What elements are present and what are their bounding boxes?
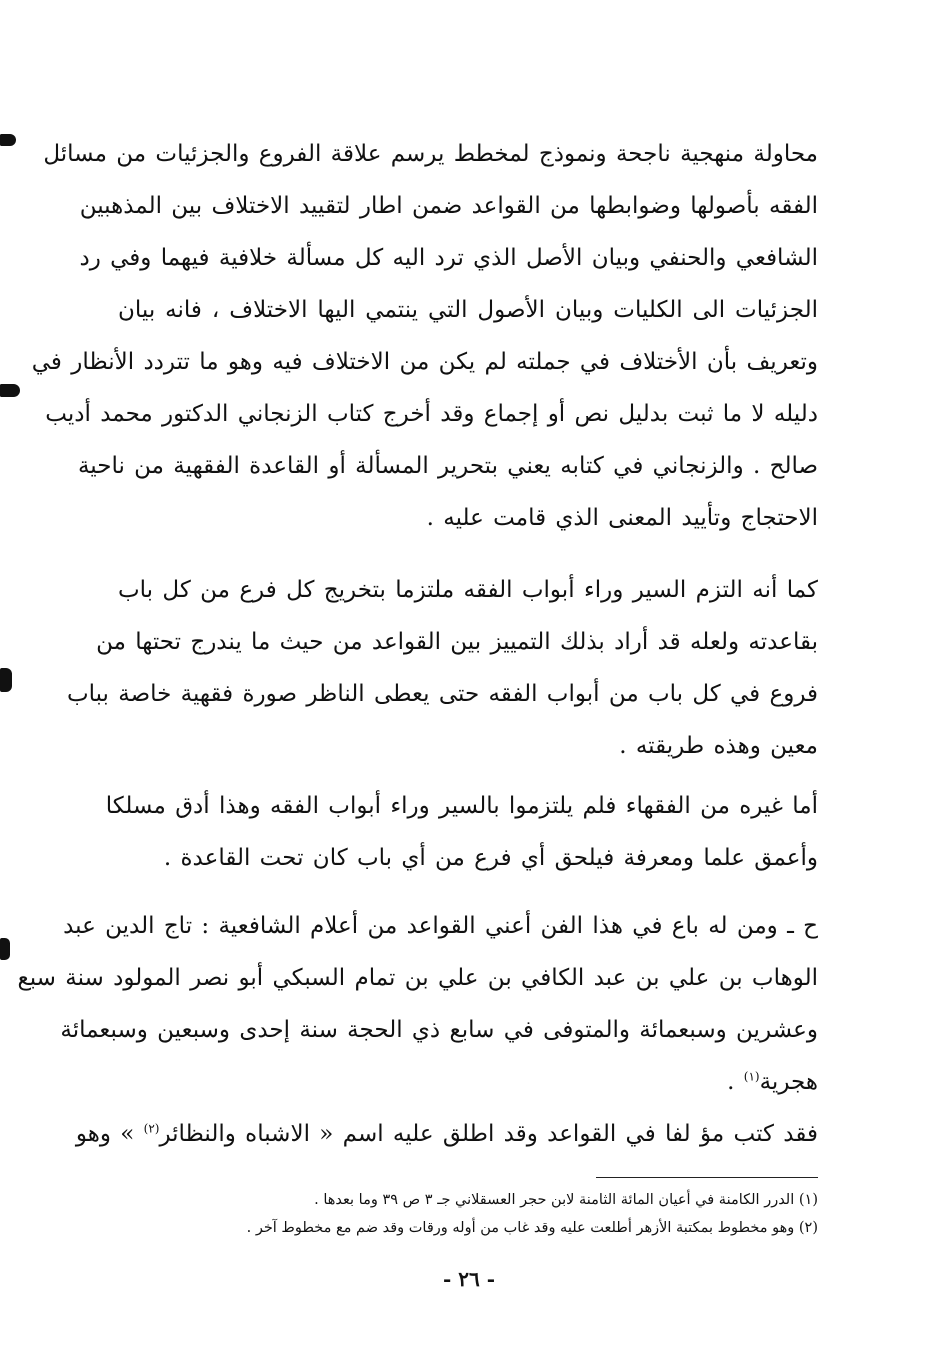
paragraph-ashbah <box>75 1108 818 1160</box>
text-line: الفقه بأصولها وضوابطها من القواعد ضمن اطار لتقييد الاختلاف بين المذهبين <box>79 193 818 219</box>
binding-mark <box>0 134 16 146</box>
text-line: فروع في كل باب من أبواب الفقه حتى يعطى الناظر صورة فقهية خاصة بباب <box>66 681 818 707</box>
footnotes <box>118 1186 818 1242</box>
binding-mark <box>0 938 10 960</box>
line-text: . <box>727 1069 744 1095</box>
footnote: (٢) وهو مخطوط بمكتبة الأزهر أطلعت عليه وقد غاب من أوله ورقات وقد ضم مع مخطوط آخر . <box>246 1220 818 1236</box>
text-line: محاولة منهجية ناجحة ونموذج لمخطط يرسم علاقة الفروع والجزئيات من مسائل <box>43 141 818 167</box>
text-line: وأعمق علما ومعرفة فيلحق أي فرع من أي باب كان تحت القاعدة . <box>163 845 818 871</box>
paragraph-zanjani-method <box>31 128 818 544</box>
line-text: هجرية <box>759 1069 818 1095</box>
text-line: الجزئيات الى الكليات وبيان الأصول التي ينتمي اليها الاختلاف ، فانه بيان <box>118 297 818 323</box>
text-line: دليله لا ما ثبت بدليل نص أو إجماع وقد أخرج كتاب الزنجاني الدكتور محمد أديب <box>45 401 818 427</box>
text-line: كما أنه التزم السير وراء أبواب الفقه ملتزما بتخريج كل فرع من كل باب <box>118 577 818 603</box>
text-line: بقاعدته ولعله قد أراد بذلك التمييز بين القواعد من حيث ما يندرج تحتها من <box>96 629 818 655</box>
text-line: الاحتجاج وتأييد المعنى الذي قامت عليه . <box>426 505 818 531</box>
text-line: أما غيره من الفقهاء فلم يلتزموا بالسير وراء أبواب الفقه وهذا أدق مسلكا <box>105 793 818 819</box>
text-line <box>75 1108 818 1160</box>
text-line: وعشرين وسبعمائة والمتوفى في سابع ذي الحجة سنة إحدى وسبعين وسبعمائة <box>60 1017 818 1043</box>
footnote-divider <box>596 1177 818 1178</box>
text-line: ح ـ ومن له باع في هذا الفن أعني القواعد من أعلام الشافعية : تاج الدين عبد <box>63 913 818 939</box>
paragraph-chapter-order <box>66 564 818 772</box>
footnote-ref: (٢) <box>143 1121 160 1136</box>
text-line: الوهاب بن علي بن عبد الكافي بن علي بن تمام السبكي أبو نصر المولود سنة سبع <box>17 965 818 991</box>
line-text: فقد كتب مؤ لفا في القواعد وقد اطلق عليه اسم « الاشباه والنظائر <box>159 1121 818 1147</box>
text-line: صالح . والزنجاني في كتابه يعني بتحرير المسألة أو القاعدة الفقهية من ناحية <box>77 453 818 479</box>
paragraph-other-jurists <box>105 780 818 884</box>
text-line: الشافعي والحنفي وبيان الأصل الذي ترد اليه كل مسألة خلافية فيهما وفي رد <box>79 245 818 271</box>
paragraph-subki <box>17 900 818 1108</box>
footnote: (١) الدرر الكامنة في أعيان المائة الثامنة لابن حجر العسقلاني جـ ٣ ص ٣٩ وما بعدها . <box>314 1192 818 1208</box>
binding-mark <box>0 384 20 397</box>
footnote-ref: (١) <box>743 1069 760 1084</box>
text-line: وتعريف بأن الأختلاف في جملته لم يكن من الاختلاف فيه وهو ما تتردد الأنظار في <box>31 349 818 375</box>
text-line <box>118 1056 818 1108</box>
line-text: » وهو <box>75 1121 144 1147</box>
page-number: - ٢٦ - <box>442 1267 495 1291</box>
binding-mark <box>0 668 12 692</box>
text-line: معين وهذه طريقته . <box>619 733 818 759</box>
